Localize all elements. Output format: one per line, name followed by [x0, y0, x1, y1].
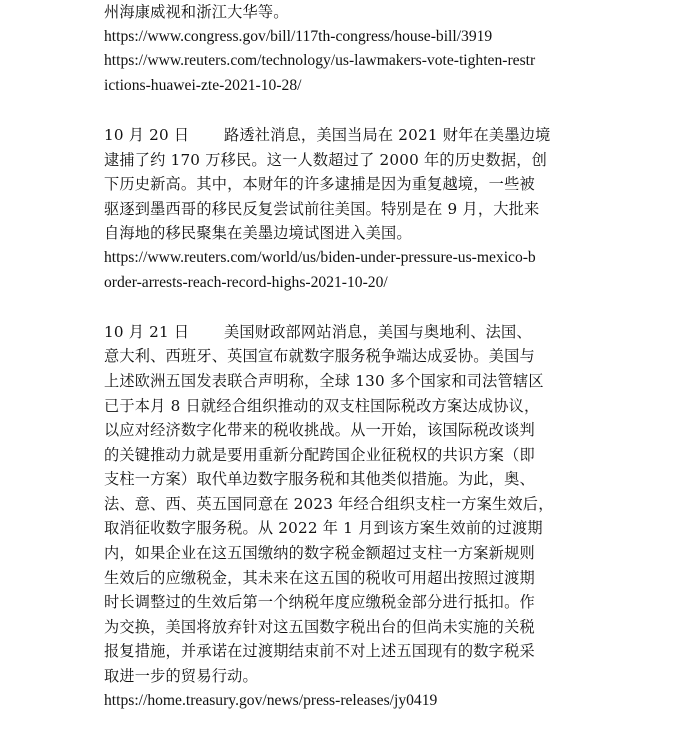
entry-date: 10 月 20 日: [104, 125, 190, 144]
body-text: 路透社消息，美国当局在 2021 财年在美墨边境: [224, 125, 551, 144]
source-link[interactable]: ictions-huawei-zte-2021-10-28/: [104, 76, 302, 94]
body-text-line: 取进一步的贸易行动。: [104, 667, 258, 686]
body-text-line: 逮捕了约 170 万移民。这一人数超过了 2000 年的历史数据，创: [104, 150, 548, 169]
paragraph-gap: [104, 295, 584, 320]
source-link[interactable]: https://www.congress.gov/bill/117th-congress/house-bill/3919: [104, 27, 493, 45]
body-text-line: 州海康威视和浙江大华等。: [104, 3, 289, 21]
body-text-line: 生效后的应缴税金，其未来在这五国的税收可用超出按照过渡期: [104, 568, 535, 587]
entry-date: 10 月 21 日: [104, 322, 190, 341]
body-text-line: 下历史新高。其中，本财年的许多逮捕是因为重复越境，一些被: [104, 175, 535, 194]
body-text-line: 取消征收数字服务税。从 2022 年 1 月到该方案生效前的过渡期: [104, 519, 543, 538]
body-text-line: 意大利、西班牙、英国宣布就数字服务税争端达成妥协。美国与: [104, 347, 535, 366]
body-text-line: 为交换，美国将放弃针对这五国数字税出台的但尚未实施的关税: [104, 617, 535, 636]
news-entry-continuation: [104, 0, 584, 98]
body-text-line: 内，如果企业在这五国缴纳的数字税金额超过支柱一方案新规则: [104, 544, 535, 563]
body-text-line: 上述欧洲五国发表联合声明称，全球 130 多个国家和司法管辖区: [104, 371, 544, 390]
body-text-line: 已于本月 8 日就经合组织推动的双支柱国际税改方案达成协议，: [104, 396, 540, 415]
body-text: 美国财政部网站消息，美国与奥地利、法国、: [224, 322, 532, 341]
entry-first-line: [104, 320, 584, 345]
body-text-line: 时长调整过的生效后第一个纳税年度应缴税金部分进行抵扣。作: [104, 593, 535, 612]
news-entry-oct-21: [104, 320, 584, 714]
document-page: [104, 0, 584, 713]
body-text-line: 自海地的移民聚集在美墨边境试图进入美国。: [104, 224, 412, 243]
body-text-line: 的关键推动力就是要用重新分配跨国企业征税权的共识方案（即: [104, 445, 535, 464]
body-text-line: 法、意、西、英五国同意在 2023 年经合组织支柱一方案生效后，: [104, 494, 554, 513]
paragraph-gap: [104, 98, 584, 123]
source-link[interactable]: https://www.reuters.com/technology/us-lawmakers-vote-tighten-restr: [104, 52, 536, 70]
body-text-line: 驱逐到墨西哥的移民反复尝试前往美国。特别是在 9 月，大批来: [104, 199, 540, 218]
entry-first-line: [104, 123, 584, 148]
source-link[interactable]: https://www.reuters.com/world/us/biden-under-pressure-us-mexico-b: [104, 248, 536, 266]
body-text-line: 支柱一方案）取代单边数字服务税和其他类似措施。为此，奥、: [104, 470, 535, 489]
source-link[interactable]: https://home.treasury.gov/news/press-releases/jy0419: [104, 691, 438, 709]
source-link[interactable]: order-arrests-reach-record-highs-2021-10-20/: [104, 273, 388, 291]
body-text-line: 以应对经济数字化带来的税收挑战。从一开始，该国际税改谈判: [104, 421, 535, 440]
news-entry-oct-20: [104, 123, 584, 295]
body-text-line: 报复措施，并承诺在过渡期结束前不对上述五国现有的数字税采: [104, 642, 535, 661]
